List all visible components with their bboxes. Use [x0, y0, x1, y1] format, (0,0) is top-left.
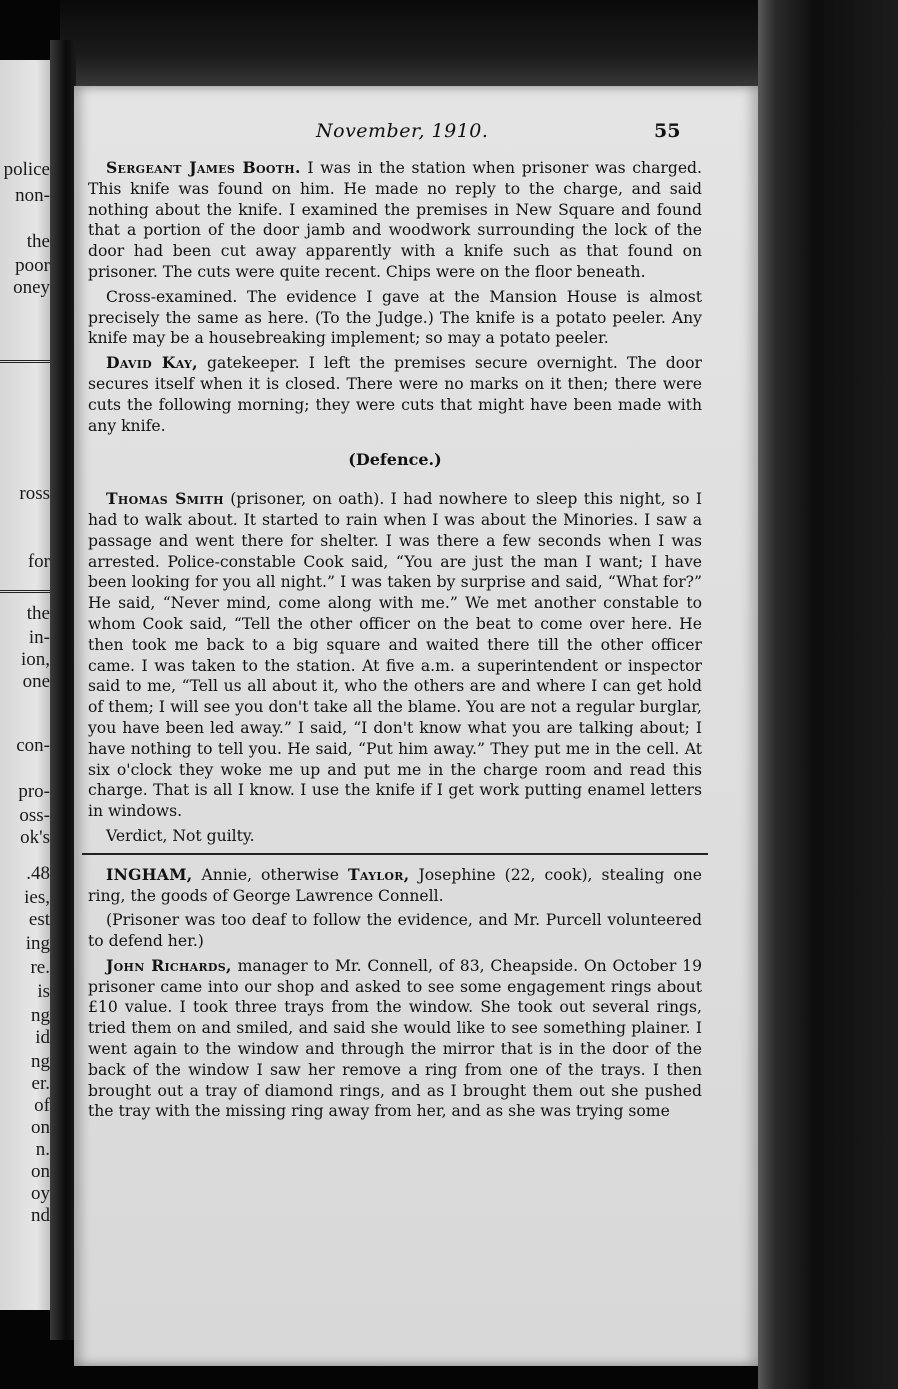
left-fragment: con-	[16, 735, 50, 756]
case-title	[88, 865, 702, 907]
scan-border-right	[758, 0, 898, 1389]
paragraph	[88, 287, 702, 349]
left-fragment: oss-	[19, 805, 50, 826]
speaker-name: Sergeant James Booth.	[106, 158, 301, 177]
left-fragment: the	[26, 231, 50, 252]
paragraph-text: gatekeeper. I left the premises secure overnight. The door secures itself when it is closed. There were no marks on it then; there were cuts the following morning; they were cuts that might have been made with any knife.	[88, 354, 702, 435]
left-fragment: ng	[31, 1005, 50, 1026]
left-fragment: ing	[25, 933, 50, 954]
paragraph-text: I was in the station when prisoner was charged. This knife was found on him. He made no reply to the charge, and said nothing about the knife. I examined the premises in New Square and found that a portion of the door jamb and woodwork surrounding the lock of the door had been cut away apparently with a knife such as that found on prisoner. The cuts were quite recent. Chips were on the floor beneath.	[88, 159, 702, 281]
speaker-name: John Richards,	[106, 955, 232, 975]
speaker-name: David Kay,	[106, 353, 198, 373]
left-fragment: .48	[26, 863, 50, 884]
left-fragment: on	[31, 1117, 50, 1138]
left-rule	[0, 590, 52, 593]
defendant-surname: INGHAM,	[106, 864, 193, 884]
left-fragment: in-	[28, 627, 50, 648]
section-heading: (Defence.)	[348, 450, 442, 470]
page-body	[88, 158, 702, 1126]
left-fragment: er.	[31, 1073, 50, 1094]
page-header	[74, 120, 714, 150]
left-fragment: ion,	[20, 649, 50, 670]
verdict	[88, 826, 702, 847]
left-fragment: ng	[31, 1051, 50, 1072]
verdict-text: Verdict, Not guilty.	[106, 826, 255, 845]
paragraph-text: Cross-examined. The evidence I gave at the Mansion House is almost precisely the same as here. (To the Judge.) The knife is a potato peeler. Any knife may be a housebreaking implement; so may a potato peeler.	[88, 287, 702, 348]
left-rule	[0, 360, 52, 363]
note-text: (Prisoner was too deaf to follow the evidence, and Mr. Purcell volunteered to defend her.)	[88, 911, 702, 951]
speaker-name: Thomas Smith	[106, 489, 224, 509]
charge-text: Josephine (22, cook), stealing one ring, the goods of George Lawrence Connell.	[88, 865, 702, 905]
left-fragment: id	[35, 1027, 50, 1048]
left-fragment: the	[26, 603, 50, 624]
page-number: 55	[654, 120, 681, 142]
defendant-name: Annie, otherwise	[201, 865, 339, 884]
paragraph-text: (prisoner, on oath). I had nowhere to sleep this night, so I had to walk about. It started to rain when I was about the Minories. I saw a passage and went there for shelter. I was there a few seconds when I was arrested. Police-constable Cook said, “You are just the man I want; I have been looking for you all night.” I was taken by surprise and said, “What for?” He said, “Never mind, come along with me.” We met another constable to whom Cook said, “Tell the other officer on the beat to come over here. He then took me back to a big square and waited there till the other officer came. I was taken to the station. At five a.m. a superintendent or inspector said to me, “Tell us all about it, who the others are and where I can get hold of them; I will see you don't take all the blame. You are not a regular burglar, you have been led away.” I said, “I don't know what you are talking about; I have nothing to tell you. He said, “Put him away.” They put me in the cell. At six o'clock they woke me up and put me in the charge room and read this charge. That is all I know. I use the knife if I get work putting enamel letters in windows.	[88, 490, 702, 821]
left-fragment: poor	[15, 255, 50, 276]
left-fragment: of	[34, 1095, 50, 1116]
running-title: November, 1910.	[316, 120, 489, 142]
left-fragment: est	[28, 909, 50, 930]
left-fragment: nd	[31, 1205, 50, 1226]
paragraph	[88, 158, 702, 283]
left-fragment: one	[22, 671, 50, 692]
left-fragment: for	[27, 551, 50, 572]
left-fragment: non-	[15, 185, 50, 206]
left-fragment: pro-	[18, 781, 50, 802]
left-fragment: ross	[19, 483, 50, 504]
paragraph	[88, 353, 702, 436]
left-fragment: on	[31, 1161, 50, 1182]
scan-border-top	[60, 0, 780, 90]
paragraph-text: manager to Mr. Connell, of 83, Cheapside. On October 19 prisoner came into our shop and asked to see some engagement rings about £10 value. I took three trays from the window. She took out several rings, tried them on and smiled, and said she would like to see something plainer. I went again to the window and through the mirror that is in the door of the back of the window I saw her remove a ring from one of the trays. I then brought out a tray of diamond rings, and as I brought them out she pushed the tray with the missing ring away from her, and as she was trying some	[88, 956, 702, 1121]
left-fragment: re.	[30, 957, 50, 978]
left-page-margin	[0, 60, 52, 1310]
left-fragment: is	[37, 981, 50, 1002]
left-fragment: police	[3, 159, 50, 180]
left-fragment: oney	[13, 277, 50, 298]
paragraph	[88, 956, 702, 1122]
defendant-alias: Taylor,	[348, 864, 410, 884]
case-note	[88, 910, 702, 952]
left-fragment: oy	[31, 1183, 50, 1204]
book-gutter	[50, 40, 76, 1340]
case-divider	[82, 853, 708, 855]
left-fragment: n.	[35, 1139, 50, 1160]
left-fragment: ies,	[24, 887, 50, 908]
left-fragment: ok's	[20, 827, 50, 848]
paragraph	[88, 489, 702, 822]
main-page	[74, 86, 758, 1366]
